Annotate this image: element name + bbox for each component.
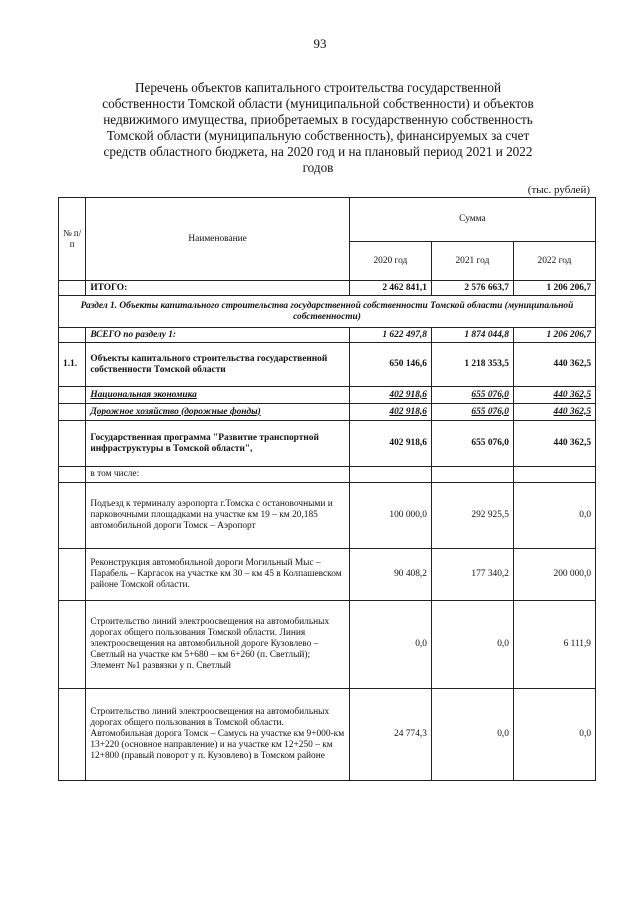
program-row [59, 421, 596, 467]
page-number: 93 [313, 36, 327, 51]
item-name: Реконструкция автомобильной дороги Могильный Мыс – Парабель – Каргасок на участке км 30 – км 45 в Колпашевском районе Томской области. [86, 549, 350, 601]
total-2020: 2 462 841,1 [349, 281, 431, 296]
roads-label: Дорожное хозяйство (дорожные фонды) [86, 404, 350, 421]
header-year-2021: 2021 год [431, 242, 513, 281]
section-title-row [59, 296, 596, 328]
roads-2022: 440 362,5 [513, 404, 595, 421]
header-year-2020: 2020 год [349, 242, 431, 281]
table-row [59, 549, 596, 601]
title-line: средств областного бюджета, на 2020 год и на плановый период 2021 и 2022 [103, 144, 533, 159]
table-row [59, 601, 596, 689]
group-2020: 650 146,6 [349, 343, 431, 387]
item-name: Строительство линий электроосвещения на автомобильных дорогах общего пользования в Томской области. Автомобильная дорога Томск – Самусь на участке км 9+000-км 13+220 (основное направление) и на участке км 12+250 – км 12+800 (правый поворот у п. Кузовлево) в Томском районе [86, 689, 350, 781]
section-total-2021: 1 874 044,8 [431, 328, 513, 343]
total-2021: 2 576 663,7 [431, 281, 513, 296]
table-row [59, 483, 596, 549]
section-total-2022: 1 206 206,7 [513, 328, 595, 343]
section-total-label: ВСЕГО по разделу 1: [86, 328, 350, 343]
header-name: Наименование [86, 198, 350, 281]
economy-2022: 440 362,5 [513, 387, 595, 404]
including-row [59, 467, 596, 483]
item-2022: 0,0 [513, 483, 595, 549]
title-line: годов [302, 160, 334, 175]
total-label: ИТОГО: [86, 281, 350, 296]
program-2022: 440 362,5 [513, 421, 595, 467]
item-2021: 177 340,2 [431, 549, 513, 601]
group-row [59, 343, 596, 387]
group-2022: 440 362,5 [513, 343, 595, 387]
item-2020: 90 408,2 [349, 549, 431, 601]
title-line: недвижимого имущества, приобретаемых в государственную собственность [103, 112, 533, 127]
item-2022: 0,0 [513, 689, 595, 781]
document-title [52, 80, 584, 176]
total-row [59, 281, 596, 296]
table-header-row [59, 198, 596, 242]
program-label: Государственная программа "Развитие транспортной инфраструктуры в Томской области", [86, 421, 350, 467]
section-title: Раздел 1. Объекты капитального строительства государственной собственности Томской области (муниципальной собственности) [59, 296, 596, 328]
item-2020: 0,0 [349, 601, 431, 689]
item-2022: 6 111,9 [513, 601, 595, 689]
group-2021: 1 218 353,5 [431, 343, 513, 387]
group-label: Объекты капитального строительства государственной собственности Томской области [86, 343, 350, 387]
economy-2020: 402 918,6 [349, 387, 431, 404]
including-label: в том числе: [86, 467, 350, 483]
item-2021: 292 925,5 [431, 483, 513, 549]
section-total-2020: 1 622 497,8 [349, 328, 431, 343]
roads-2020: 402 918,6 [349, 404, 431, 421]
group-number: 1.1. [59, 343, 86, 387]
program-2021: 655 076,0 [431, 421, 513, 467]
header-number: № п/п [59, 198, 86, 281]
total-2022: 1 206 206,7 [513, 281, 595, 296]
program-2020: 402 918,6 [349, 421, 431, 467]
section-total-row [59, 328, 596, 343]
roads-row [59, 404, 596, 421]
economy-row [59, 387, 596, 404]
budget-table [58, 197, 596, 781]
item-2021: 0,0 [431, 689, 513, 781]
title-line: Перечень объектов капитального строительства государственной [134, 80, 502, 95]
item-2020: 24 774,3 [349, 689, 431, 781]
units-note: (тыс. рублей) [527, 184, 590, 196]
item-2021: 0,0 [431, 601, 513, 689]
item-2022: 200 000,0 [513, 549, 595, 601]
item-2020: 100 000,0 [349, 483, 431, 549]
economy-2021: 655 076,0 [431, 387, 513, 404]
header-sum: Сумма [349, 198, 595, 242]
economy-label: Национальная экономика [86, 387, 350, 404]
table-row [59, 689, 596, 781]
header-year-2022: 2022 год [513, 242, 595, 281]
item-name: Подъезд к терминалу аэропорта г.Томска с остановочными и парковочными площадками на участке км 19 – км 20,185 автомобильной дороги Томск – Аэропорт [86, 483, 350, 549]
title-line: собственности Томской области (муниципальной собственности) и объектов [102, 96, 534, 111]
roads-2021: 655 076,0 [431, 404, 513, 421]
item-name: Строительство линий электроосвещения на автомобильных дорогах общего пользования Томской области. Линия электроосвещения на автомобильной дороге Кузовлево – Светлый на участке км 5+680 – км 6+260 (п. Светлый); Элемент №1 развязки у п. Светлый [86, 601, 350, 689]
title-line: Томской области (муниципальную собственность), финансируемых за счет [106, 128, 530, 143]
